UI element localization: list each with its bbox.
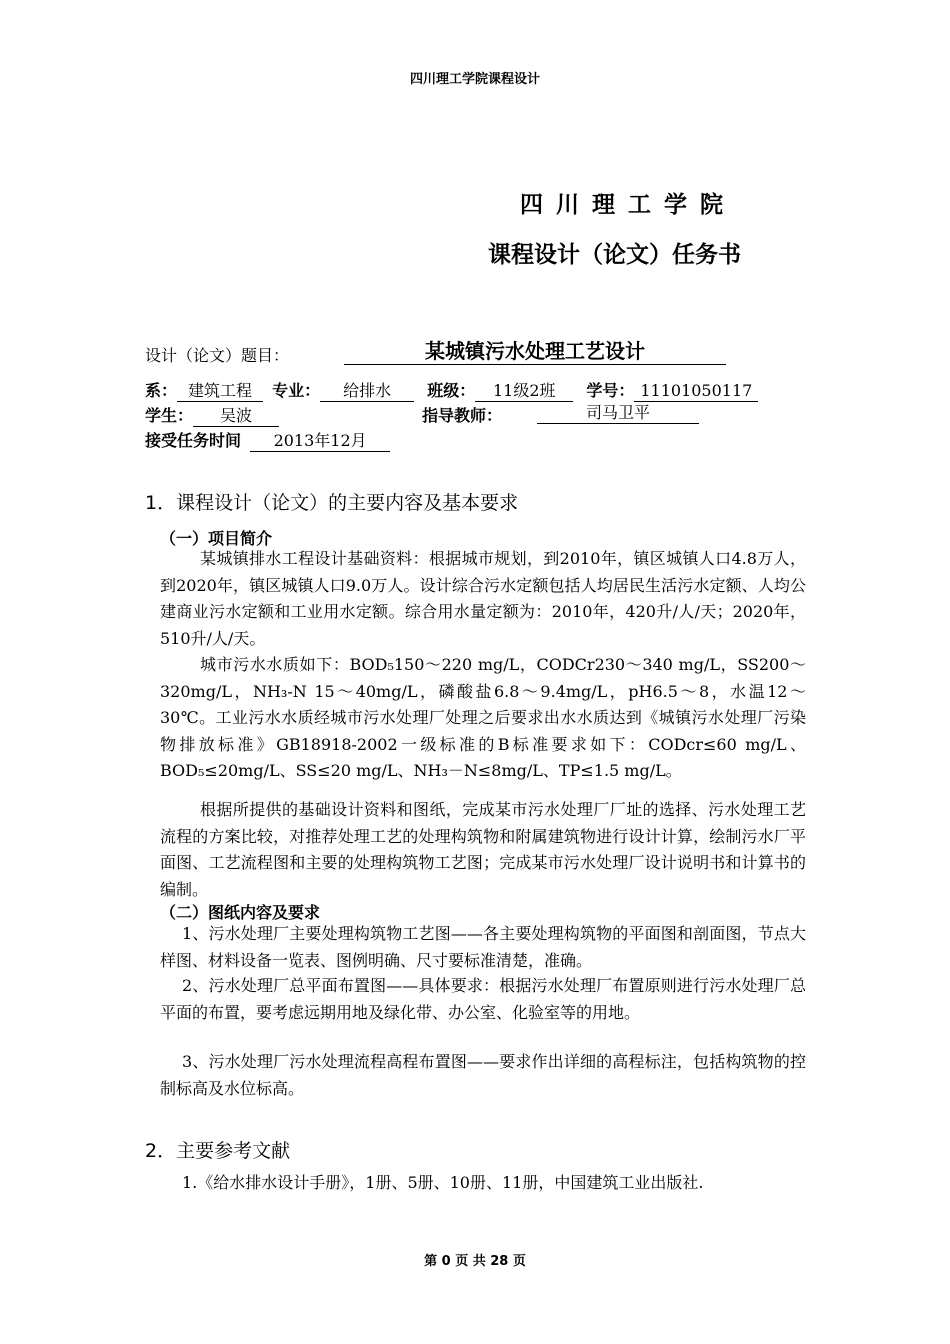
student-id-label: 学号： — [586, 381, 635, 400]
section-1-title: 1．课程设计（论文）的主要内容及基本要求 — [145, 492, 519, 514]
document-title: 课程设计（论文）任务书 — [488, 242, 741, 268]
paragraph-task: 根据所提供的基础设计资料和图纸，完成某市污水处理厂厂址的选择、污水处理工艺流程的方案比较，对推荐处理工艺的处理构筑物和附属建筑物进行设计计算，绘制污水厂平面图、工艺流程图和主要的处理构筑物工艺图；完成某市污水处理厂设计说明书和计算书的编制。 — [160, 800, 806, 899]
page-footer: 第 0 页 共 28 页 — [424, 1254, 526, 1269]
advisor-field — [537, 403, 699, 424]
info-row-2 — [145, 403, 279, 427]
subsection-drawings: （二）图纸内容及要求 — [160, 903, 321, 922]
paragraph-drawing-3: 3、污水处理厂污水处理流程高程布置图——要求作出详细的高程标注，包括构筑物的控制标高及水位标高。 — [160, 1052, 806, 1098]
topic-field — [344, 338, 726, 365]
school-name: 四川理工学院 — [520, 192, 736, 218]
major-label: 专业： — [272, 381, 321, 400]
class-label: 班级： — [427, 381, 476, 400]
subsection-project-intro: （一）项目简介 — [160, 529, 273, 548]
time-label: 接受任务时间 — [145, 431, 242, 450]
info-row-1 — [145, 378, 758, 402]
paragraph-water-quality: 城市污水水质如下：BOD₅150～220 mg/L，CODCr230～340 mg/L，SS200～320mg/L，NH₃-N 15～40mg/L，磷酸盐6.8～9.4mg/L，pH6.5～8，水温12～30℃。工业污水水质经城市污水处理厂处理之后要求出水水质达到《城镇污水处理厂污染物排放标准》GB18918-2002一级标准的B标准要求如下：CODcr≤60 mg/L、BOD₅≤20mg/L、SS≤20 mg/L、NH₃－N≤8mg/L、TP≤1.5 mg/L。 — [160, 655, 806, 780]
topic-label: 设计（论文）题目： — [145, 346, 290, 365]
major-value: 给排水 — [320, 381, 414, 402]
paragraph-drawing-1: 1、污水处理厂主要处理构筑物工艺图——各主要处理构筑物的平面图和剖面图，节点大样图、材料设备一览表、图例明确、尺寸要标准清楚，准确。 — [160, 924, 806, 970]
reference-1: 1.《给水排水设计手册》，1册、5册、10册、11册，中国建筑工业出版社. — [182, 1173, 704, 1192]
student-label: 学生： — [145, 406, 194, 425]
class-value: 11级2班 — [475, 381, 573, 402]
advisor-label: 指导教师： — [422, 406, 503, 425]
section-2-title: 2．主要参考文献 — [145, 1140, 291, 1162]
info-row-3 — [145, 428, 390, 452]
dept-value: 建筑工程 — [177, 381, 263, 402]
student-value: 吴波 — [193, 406, 279, 427]
advisor-value: 司马卫平 — [537, 403, 699, 424]
page-header: 四川理工学院课程设计 — [409, 72, 540, 87]
paragraph-basic-data: 某城镇排水工程设计基础资料：根据城市规划，到2010年，镇区城镇人口4.8万人，到2020年，镇区城镇人口9.0万人。设计综合污水定额包括人均居民生活污水定额、人均公建商业污水定额和工业用水定额。综合用水量定额为：2010年，420升/人/天；2020年，510升/人/天。 — [160, 549, 806, 648]
topic-value: 某城镇污水处理工艺设计 — [344, 338, 726, 365]
paragraph-drawing-2: 2、污水处理厂总平面布置图——具体要求：根据污水处理厂布置原则进行污水处理厂总平面的布置，要考虑远期用地及绿化带、办公室、化验室等的用地。 — [160, 976, 806, 1022]
student-id-value: 11101050117 — [634, 381, 758, 402]
time-value: 2013年12月 — [250, 431, 390, 452]
dept-label: 系： — [145, 381, 178, 400]
